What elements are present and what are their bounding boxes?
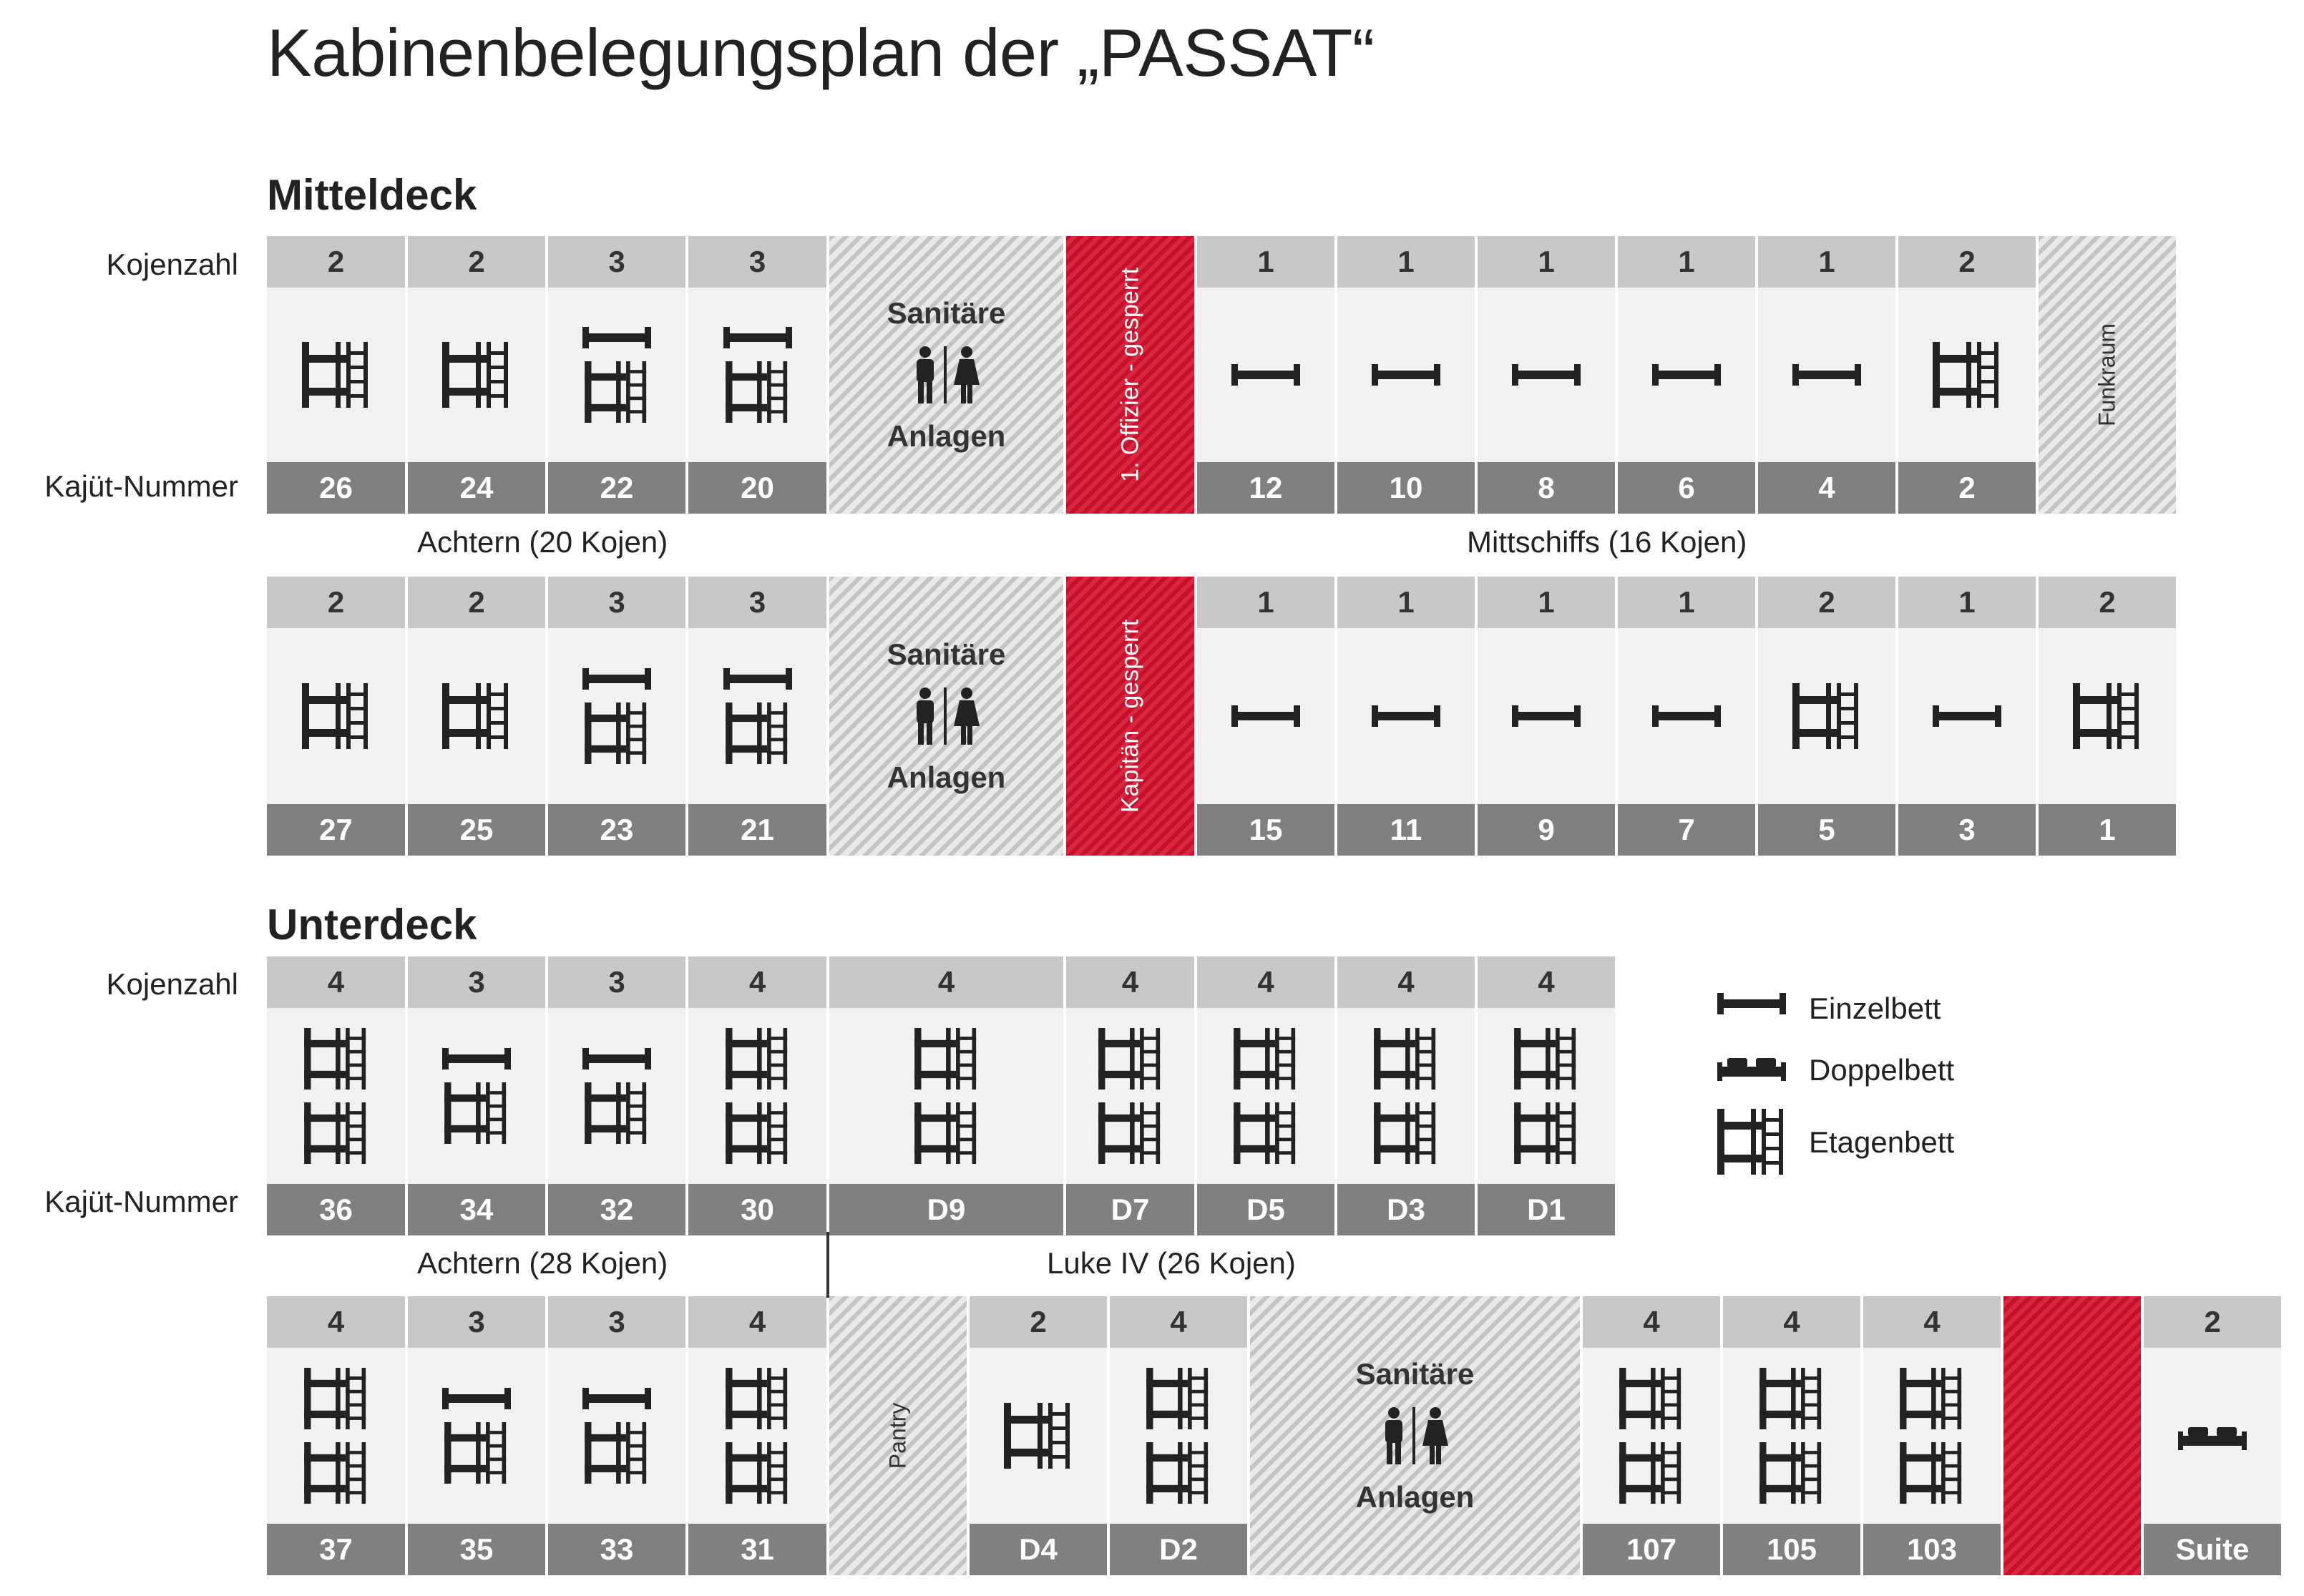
- cabin-35: [408, 1296, 545, 1575]
- cabin-8: [1478, 236, 1615, 514]
- berth-count: 3: [688, 577, 826, 628]
- cabin-number: D9: [829, 1184, 1063, 1235]
- bunk-bed-icon: [408, 628, 545, 804]
- cabin-d5: [1197, 956, 1334, 1235]
- bunk-bed-icon: [1583, 1348, 1720, 1524]
- bunk-bed-icon: [267, 288, 405, 462]
- section-label-luke-iv: Luke IV (26 Kojen): [1047, 1246, 1296, 1280]
- cabin-number: 105: [1723, 1524, 1860, 1575]
- bunk-bed-icon: [267, 628, 405, 804]
- single-bed-icon: [1197, 288, 1334, 462]
- blocked-label: 1. Offizier - gesperrt: [1116, 268, 1143, 482]
- cabin-number: 1: [2039, 804, 2176, 856]
- cabin-number: 20: [688, 462, 826, 514]
- cabin-4: [1758, 236, 1895, 514]
- berth-count: 1: [1197, 236, 1334, 288]
- berth-count: 4: [267, 1296, 405, 1348]
- cabin-number: 24: [408, 462, 545, 514]
- berth-count: 3: [548, 577, 685, 628]
- row-label-kajuet-nummer-unterdeck: Kajüt-Nummer: [44, 1185, 238, 1218]
- berth-count: 2: [408, 577, 545, 628]
- sanitary-label-bottom: Anlagen: [887, 419, 1006, 453]
- room-label: Pantry: [884, 1402, 911, 1469]
- cabin-5: [1758, 577, 1895, 856]
- single-bed-icon: [1337, 288, 1475, 462]
- berth-count: 3: [548, 1296, 685, 1348]
- berth-count: 3: [548, 236, 685, 288]
- row-label-kojenzahl-unterdeck: Kojenzahl: [106, 967, 238, 1001]
- blocked-cabin: [1066, 577, 1194, 856]
- berth-count: 1: [1337, 577, 1475, 628]
- single-bed-icon: [1618, 288, 1755, 462]
- berth-count: 2: [2144, 1296, 2281, 1348]
- berth-count: 1: [1478, 577, 1615, 628]
- cabin-22: [548, 236, 685, 514]
- cabin-number: 25: [408, 804, 545, 856]
- bunk-bed-icon: [408, 288, 545, 462]
- bunk-bed-icon: [267, 1348, 405, 1524]
- bunk-bed-icon: [1758, 628, 1895, 804]
- cabin-number: 107: [1583, 1524, 1720, 1575]
- bunk-bed-icon: [1863, 1348, 2001, 1524]
- double-bed-icon: [1717, 1052, 1786, 1081]
- cabin-number: 22: [548, 462, 685, 514]
- legend-label: Etagenbett: [1809, 1125, 1955, 1159]
- cabin-number: D2: [1110, 1524, 1247, 1575]
- cabin-36: [267, 956, 405, 1235]
- legend-label: Einzelbett: [1809, 992, 1941, 1025]
- berth-count: 4: [1583, 1296, 1720, 1348]
- berth-count: 1: [1618, 577, 1755, 628]
- cabin-11: [1337, 577, 1475, 856]
- bunk-bed-icon: [548, 628, 685, 804]
- cabin-33: [548, 1296, 685, 1575]
- cabin-9: [1478, 577, 1615, 856]
- berth-count: 3: [688, 236, 826, 288]
- berth-count: 4: [1863, 1296, 2001, 1348]
- sanitary-label-bottom: Anlagen: [887, 760, 1006, 794]
- berth-count: 2: [970, 1296, 1107, 1348]
- bunk-bed-icon: [267, 1008, 405, 1184]
- cabin-d4: [970, 1296, 1107, 1575]
- section-label-achtern-unterdeck: Achtern (28 Kojen): [417, 1246, 668, 1280]
- sanitary-facilities: [1250, 1296, 1580, 1575]
- cabin-10: [1337, 236, 1475, 514]
- berth-count: 4: [1723, 1296, 1860, 1348]
- restroom-icon: [912, 346, 981, 403]
- cabin-7: [1618, 577, 1755, 856]
- bunk-bed-icon: [408, 1348, 545, 1524]
- bunk-bed-icon: [688, 1008, 826, 1184]
- bunk-bed-icon: [1197, 1008, 1334, 1184]
- cabin-number: 35: [408, 1524, 545, 1575]
- cabin-number: 32: [548, 1184, 685, 1235]
- berth-count: 3: [548, 956, 685, 1008]
- bunk-bed-icon: [1337, 1008, 1475, 1184]
- sanitary-facilities: [829, 577, 1063, 856]
- berth-count: 4: [688, 1296, 826, 1348]
- berth-count: 4: [1197, 956, 1334, 1008]
- deck-heading-mitteldeck: Mitteldeck: [267, 171, 477, 219]
- berth-count: 4: [688, 956, 826, 1008]
- bunk-bed-icon: [688, 628, 826, 804]
- berth-count: 4: [829, 956, 1063, 1008]
- cabin-2: [1898, 236, 2036, 514]
- cabin-105: [1723, 1296, 1860, 1575]
- berth-count: 4: [267, 956, 405, 1008]
- cabin-d9: [829, 956, 1063, 1235]
- berth-count: 1: [1898, 577, 2036, 628]
- deck-heading-unterdeck: Unterdeck: [267, 901, 477, 949]
- legend-label: Doppelbett: [1809, 1053, 1955, 1087]
- restroom-icon: [912, 687, 981, 745]
- cabin-d7: [1066, 956, 1194, 1235]
- berth-count: 2: [267, 577, 405, 628]
- single-bed-icon: [1337, 628, 1475, 804]
- cabin-24: [408, 236, 545, 514]
- sanitary-label-bottom: Anlagen: [1355, 1480, 1475, 1514]
- berth-count: 4: [1066, 956, 1194, 1008]
- cabin-d3: [1337, 956, 1475, 1235]
- cabin-number: 33: [548, 1524, 685, 1575]
- blocked-label: Kapitän - gesperrt: [1116, 619, 1143, 813]
- cabin-number: 12: [1197, 462, 1334, 514]
- cabin-20: [688, 236, 826, 514]
- room-pantry: [829, 1296, 967, 1575]
- cabin-number: D5: [1197, 1184, 1334, 1235]
- cabin-number: 21: [688, 804, 826, 856]
- bunk-bed-icon: [688, 1348, 826, 1524]
- cabin-number: 27: [267, 804, 405, 856]
- sanitary-label-top: Sanitäre: [887, 637, 1006, 671]
- single-bed-icon: [1618, 628, 1755, 804]
- bunk-bed-icon: [408, 1008, 545, 1184]
- section-divider: [826, 1232, 829, 1298]
- berth-count: 1: [1758, 236, 1895, 288]
- cabin-1: [2039, 577, 2176, 856]
- single-bed-icon: [1758, 288, 1895, 462]
- section-label-mittschiffs: Mittschiffs (16 Kojen): [1467, 525, 1747, 559]
- section-label-achtern: Achtern (20 Kojen): [417, 525, 668, 559]
- cabin-number: 37: [267, 1524, 405, 1575]
- cabin-number: 10: [1337, 462, 1475, 514]
- blocked-cabin: [2003, 1296, 2141, 1575]
- cabin-107: [1583, 1296, 1720, 1575]
- berth-count: 4: [1337, 956, 1475, 1008]
- berth-count: 2: [267, 236, 405, 288]
- sanitary-facilities: [829, 236, 1063, 514]
- bunk-bed-icon: [829, 1008, 1063, 1184]
- cabin-number: 103: [1863, 1524, 2001, 1575]
- berth-count: 3: [408, 1296, 545, 1348]
- single-bed-icon: [1478, 628, 1615, 804]
- cabin-number: Suite: [2144, 1524, 2281, 1575]
- cabin-number: 2: [1898, 462, 2036, 514]
- cabin-d1: [1478, 956, 1615, 1235]
- room-funkraum: [2039, 236, 2176, 514]
- berth-count: 1: [1337, 236, 1475, 288]
- blocked-cabin: [1066, 236, 1194, 514]
- berth-count: 3: [408, 956, 545, 1008]
- cabin-number: 6: [1618, 462, 1755, 514]
- bunk-bed-icon: [1898, 288, 2036, 462]
- berth-count: 2: [2039, 577, 2176, 628]
- bunk-bed-icon: [970, 1348, 1107, 1524]
- cabin-number: D3: [1337, 1184, 1475, 1235]
- cabin-number: 8: [1478, 462, 1615, 514]
- bunk-bed-icon: [548, 288, 685, 462]
- single-bed-icon: [1898, 628, 2036, 804]
- sanitary-label-top: Sanitäre: [1355, 1357, 1475, 1391]
- cabin-number: 15: [1197, 804, 1334, 856]
- berth-count: 1: [1197, 577, 1334, 628]
- bunk-bed-icon: [1066, 1008, 1194, 1184]
- bunk-bed-icon: [548, 1008, 685, 1184]
- room-label: Funkraum: [2094, 323, 2120, 427]
- cabin-number: D1: [1478, 1184, 1615, 1235]
- cabin-number: D4: [970, 1524, 1107, 1575]
- cabin-number: 36: [267, 1184, 405, 1235]
- berth-count: 4: [1478, 956, 1615, 1008]
- cabin-3: [1898, 577, 2036, 856]
- bunk-bed-icon: [1110, 1348, 1247, 1524]
- berth-count: 2: [1758, 577, 1895, 628]
- cabin-suite: [2144, 1296, 2281, 1575]
- berth-count: 1: [1478, 236, 1615, 288]
- cabin-15: [1197, 577, 1334, 856]
- cabin-12: [1197, 236, 1334, 514]
- row-label-kajuet-nummer: Kajüt-Nummer: [44, 469, 238, 503]
- single-bed-icon: [1478, 288, 1615, 462]
- berth-count: 2: [1898, 236, 2036, 288]
- berth-count: 2: [408, 236, 545, 288]
- berth-count: 1: [1618, 236, 1755, 288]
- cabin-37: [267, 1296, 405, 1575]
- bunk-bed-icon: [1723, 1348, 1860, 1524]
- cabin-25: [408, 577, 545, 856]
- bunk-bed-icon: [1717, 1109, 1786, 1175]
- berth-count: 4: [1110, 1296, 1247, 1348]
- double-bed-icon: [2144, 1348, 2281, 1524]
- cabin-number: 31: [688, 1524, 826, 1575]
- cabin-number: 23: [548, 804, 685, 856]
- cabin-30: [688, 956, 826, 1235]
- cabin-21: [688, 577, 826, 856]
- single-bed-icon: [1717, 993, 1786, 1014]
- cabin-31: [688, 1296, 826, 1575]
- sanitary-label-top: Sanitäre: [887, 296, 1006, 330]
- cabin-number: 5: [1758, 804, 1895, 856]
- cabin-number: 11: [1337, 804, 1475, 856]
- bunk-bed-icon: [548, 1348, 685, 1524]
- page-title: Kabinenbelegungsplan der „PASSAT“: [267, 15, 1375, 90]
- cabin-6: [1618, 236, 1755, 514]
- bunk-bed-icon: [2039, 628, 2176, 804]
- cabin-number: 26: [267, 462, 405, 514]
- cabin-number: 7: [1618, 804, 1755, 856]
- cabin-number: 4: [1758, 462, 1895, 514]
- cabin-32: [548, 956, 685, 1235]
- cabin-d2: [1110, 1296, 1247, 1575]
- cabin-number: 9: [1478, 804, 1615, 856]
- cabin-103: [1863, 1296, 2001, 1575]
- restroom-icon: [1381, 1407, 1450, 1464]
- cabin-34: [408, 956, 545, 1235]
- cabin-27: [267, 577, 405, 856]
- bunk-bed-icon: [688, 288, 826, 462]
- cabin-number: D7: [1066, 1184, 1194, 1235]
- cabin-number: 30: [688, 1184, 826, 1235]
- single-bed-icon: [1197, 628, 1334, 804]
- cabin-number: 3: [1898, 804, 2036, 856]
- cabin-number: 34: [408, 1184, 545, 1235]
- row-label-kojenzahl: Kojenzahl: [106, 248, 238, 281]
- bunk-bed-icon: [1478, 1008, 1615, 1184]
- cabin-23: [548, 577, 685, 856]
- cabin-26: [267, 236, 405, 514]
